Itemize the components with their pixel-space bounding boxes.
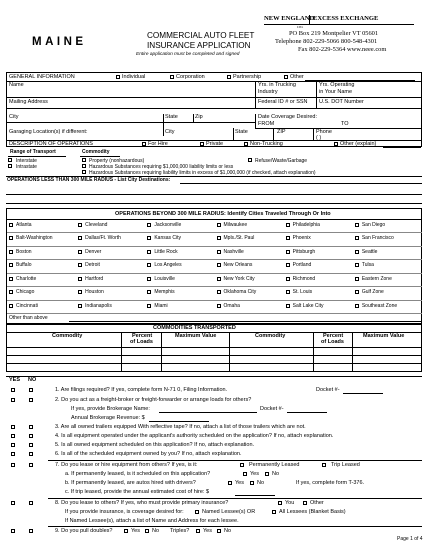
- logo-new-england: NEW ENGLAND: [264, 15, 315, 22]
- trip-leased-checkbox[interactable]: [322, 463, 326, 467]
- interstate-checkbox[interactable]: [8, 158, 12, 162]
- city-label: Louisville: [154, 275, 175, 282]
- zip-label: Zip: [195, 114, 203, 120]
- question-7-yes-checkbox[interactable]: [11, 463, 15, 467]
- state-label: State: [165, 114, 178, 120]
- question-2-yes-checkbox[interactable]: [11, 398, 15, 402]
- operations-heading: DESCRIPTION OF OPERATIONS: [9, 141, 93, 147]
- hazardous-1m-label: Hazardous Substances requiring $1,000,000 liability limits or less: [89, 163, 234, 170]
- q8-you-label: You: [285, 500, 295, 506]
- city-checkbox[interactable]: [355, 277, 359, 281]
- q7b-tail: If yes, complete form T-376.: [296, 480, 365, 486]
- q5-text: 5. Is all owned equipment scheduled on this application? If no, attach explanation.: [55, 442, 255, 448]
- city-label: Atlanta: [16, 221, 32, 228]
- col-percent-1b: of Loads: [130, 339, 153, 345]
- triples-yes-checkbox[interactable]: [196, 529, 200, 533]
- q8b-text: If Named Lessee(s), attach a list of Name and Address for each lessee.: [65, 518, 239, 524]
- city-checkbox[interactable]: [355, 304, 359, 308]
- city-label: Eastern Zone: [361, 275, 392, 282]
- other-explain-label: Other (explain): [340, 141, 377, 147]
- company-telephone: Telephone 802-229-5066 800-548-4301: [275, 38, 378, 45]
- intrastate-checkbox[interactable]: [8, 164, 12, 168]
- city-checkbox[interactable]: [286, 263, 290, 267]
- city-checkbox[interactable]: [78, 304, 82, 308]
- question-6-yes-checkbox[interactable]: [11, 452, 15, 456]
- trip-leased-label: Trip Leased: [331, 462, 360, 468]
- city-label: Indianapolis: [85, 302, 112, 309]
- city-row-divider: [7, 300, 422, 301]
- garaging-state-label: State: [235, 129, 248, 135]
- q9-yes-label: Yes: [131, 528, 140, 534]
- logo-ltd: LTD.: [297, 24, 304, 29]
- page-number: Page 1 of 4: [397, 536, 423, 542]
- property-label: Property (nonhazardous): [89, 157, 145, 164]
- less-300-line-3[interactable]: [6, 203, 422, 204]
- question-2-no-checkbox[interactable]: [29, 398, 33, 402]
- city-label: Buffalo: [16, 262, 32, 268]
- general-heading: GENERAL INFORMATION: [9, 74, 75, 80]
- col-percent-2b: of Loads: [321, 339, 344, 345]
- city-checkbox[interactable]: [147, 250, 151, 254]
- city-checkbox[interactable]: [286, 304, 290, 308]
- city-label: Little Rock: [154, 248, 178, 255]
- city-label: St. Louis: [292, 289, 313, 295]
- other-than-above-line[interactable]: [69, 321, 421, 322]
- city-checkbox[interactable]: [9, 290, 13, 294]
- city-label: San Francisco: [361, 235, 394, 241]
- city-label: Phoenix: [292, 235, 311, 241]
- city-checkbox[interactable]: [286, 223, 290, 227]
- garaging-label: Garaging Location(s) if different:: [9, 129, 88, 135]
- question-8-no-checkbox[interactable]: [29, 501, 33, 505]
- individual-label: Individual: [122, 74, 146, 80]
- beyond-300-label: OPERATIONS BEYOND 300 MILE RADIUS: Identify Cities Traveled Through Or Into: [115, 211, 331, 217]
- city-label: Cleveland: [85, 221, 108, 228]
- question-5-no-checkbox[interactable]: [29, 443, 33, 447]
- commodity-label: Commodity: [82, 149, 110, 155]
- less-300-label: OPERATIONS LESS THAN 300 MILE RADIUS - List City Destinations:: [7, 176, 171, 183]
- no-header: NO: [28, 377, 37, 383]
- coverage-from-label: FROM: [258, 121, 275, 127]
- question-4-no-checkbox[interactable]: [29, 434, 33, 438]
- city-checkbox[interactable]: [355, 263, 359, 267]
- question-9-no-checkbox[interactable]: [29, 529, 33, 533]
- name-label: Name: [9, 82, 24, 88]
- mailing-address-label: Mailing Address: [9, 99, 48, 105]
- city-checkbox[interactable]: [78, 236, 82, 240]
- individual-checkbox[interactable]: [116, 75, 120, 79]
- yrs-trucking-label-1: Yrs. in Trucking: [258, 82, 296, 88]
- city-row-divider: [7, 232, 422, 233]
- city-checkbox[interactable]: [9, 263, 13, 267]
- named-lessee-label: Named Lessee(s) OR: [202, 509, 256, 515]
- city-label: Southeast Zone: [361, 302, 398, 309]
- city-label: Memphis: [154, 289, 175, 295]
- yrs-operating-label-1: Yrs. Operating: [319, 82, 355, 88]
- city-checkbox[interactable]: [286, 277, 290, 281]
- q7b-yes-label: Yes: [235, 480, 244, 486]
- city-checkbox[interactable]: [217, 223, 221, 227]
- city-checkbox[interactable]: [286, 236, 290, 240]
- hazardous-1m-checkbox[interactable]: [82, 164, 86, 168]
- city-checkbox[interactable]: [78, 290, 82, 294]
- city-checkbox[interactable]: [147, 304, 151, 308]
- city-label: Miami: [154, 302, 168, 309]
- col-percent-2a: Percent: [323, 333, 344, 339]
- q2b-line[interactable]: [149, 421, 209, 422]
- city-label: Pittsburgh: [292, 248, 316, 255]
- question-1-yes-checkbox[interactable]: [11, 388, 15, 392]
- q7a-no-label: No: [272, 471, 280, 477]
- logo-underline: [264, 24, 414, 25]
- q6-text: 6. Is all of the scheduled equipment owned by you? If no, attach explanation.: [55, 451, 242, 457]
- city-row-divider: [7, 273, 422, 274]
- city-checkbox[interactable]: [355, 290, 359, 294]
- company-logo: [264, 13, 414, 29]
- usdot-label: U.S. DOT Number: [319, 99, 364, 105]
- city-label: Chicago: [16, 289, 35, 295]
- city-label: Hartford: [85, 275, 104, 282]
- col-max-1: Maximum Value: [175, 333, 217, 339]
- city-checkbox[interactable]: [217, 277, 221, 281]
- corporation-label: Corporation: [176, 74, 205, 80]
- triples-no-checkbox[interactable]: [217, 529, 221, 533]
- q1-docket-label: Docket #-: [316, 387, 340, 393]
- all-lessees-label: All Lessees (Blanket Basis): [279, 509, 346, 515]
- city-checkbox[interactable]: [78, 263, 82, 267]
- city-checkbox[interactable]: [147, 290, 151, 294]
- q2-docket-line[interactable]: [287, 412, 327, 413]
- city-checkbox[interactable]: [217, 263, 221, 267]
- garaging-city-label: City: [165, 129, 175, 135]
- col-commodity-1: Commodity: [52, 333, 83, 339]
- question-3-yes-checkbox[interactable]: [11, 425, 15, 429]
- city-label: Seattle: [361, 248, 378, 255]
- city-row-divider: [7, 313, 422, 314]
- q7a-yes-label: Yes: [250, 471, 259, 477]
- q8-other-checkbox[interactable]: [303, 501, 307, 505]
- triples-no-label: No: [224, 528, 232, 534]
- city-label: New York City: [223, 275, 255, 282]
- coverage-date-label: Date Coverage Desired:: [258, 114, 318, 120]
- company-address: PO Box 219 Montpelier VT 05601: [289, 30, 379, 37]
- general-information-section: [6, 72, 422, 147]
- q7c-text: c. If trip leased, provide the annual estimated cost of hire: $: [65, 489, 209, 495]
- city-grid: [7, 219, 422, 315]
- all-lessees-checkbox[interactable]: [272, 510, 276, 514]
- city-label: Oklahoma City: [223, 289, 257, 295]
- triples-yes-label: Yes: [203, 528, 212, 534]
- corporation-checkbox[interactable]: [170, 75, 174, 79]
- q2a-text: If yes, provide Brokerage Name:: [71, 406, 150, 412]
- city-label: Mpls./St. Paul: [223, 235, 255, 241]
- q8-other-label: Other: [310, 500, 324, 506]
- state-name: MAINE: [32, 36, 87, 48]
- col-commodity-2: Commodity: [255, 333, 286, 339]
- question-5-yes-checkbox[interactable]: [11, 443, 15, 447]
- coverage-to-label: TO: [341, 121, 349, 127]
- city-label: Detroit: [85, 262, 100, 268]
- form-subtitle: Entire application must be completed and signed: [136, 52, 240, 57]
- interstate-label: Interstate: [16, 157, 37, 164]
- hazardous-excess-label: Hazardous Substances requiring liability limits in excess of $1,000,000 (if checked, attach explanation): [89, 169, 316, 176]
- city-label: Richmond: [292, 275, 316, 282]
- city-row-divider: [7, 286, 422, 287]
- named-lessee-checkbox[interactable]: [195, 510, 199, 514]
- question-7-no-checkbox[interactable]: [29, 463, 33, 467]
- q7b-no-checkbox[interactable]: [250, 481, 254, 485]
- yrs-operating-label-2: in Your Name: [319, 89, 353, 95]
- question-6-no-checkbox[interactable]: [29, 452, 33, 456]
- q4-text: 4. Is all equipment operated under the applicant's authority scheduled on the application? If no, attach explanation.: [55, 433, 334, 439]
- city-label: Salt Lake City: [292, 302, 324, 309]
- city-checkbox[interactable]: [147, 223, 151, 227]
- city-checkbox[interactable]: [286, 250, 290, 254]
- city-label: Milwaukee: [223, 221, 248, 228]
- city-label: San Diego: [361, 221, 386, 228]
- q8-you-checkbox[interactable]: [278, 501, 282, 505]
- city-label: Omaha: [223, 302, 240, 309]
- other-entity-checkbox[interactable]: [284, 75, 288, 79]
- city-checkbox[interactable]: [286, 290, 290, 294]
- perm-leased-checkbox[interactable]: [240, 463, 244, 467]
- city-checkbox[interactable]: [9, 223, 13, 227]
- q9-yes-checkbox[interactable]: [124, 529, 128, 533]
- city-checkbox[interactable]: [9, 277, 13, 281]
- city-row-divider: [7, 246, 422, 247]
- city-label: Dallas/Ft. Worth: [85, 235, 121, 241]
- yrs-trucking-label-2: Industry: [258, 89, 278, 95]
- other-than-above-label: Other than above: [9, 315, 48, 321]
- triples-label: Triples?: [170, 528, 190, 534]
- q7a-text: a. If permanently leased, is it scheduled on this application?: [65, 471, 211, 477]
- less-300-line-2[interactable]: [6, 194, 422, 195]
- phone-paren: ( ): [316, 135, 322, 141]
- city-checkbox[interactable]: [355, 223, 359, 227]
- q7c-line[interactable]: [235, 495, 275, 496]
- city-label: Denver: [85, 248, 102, 255]
- city-row-divider: [7, 259, 422, 260]
- q7b-no-label: No: [257, 480, 265, 486]
- city-checkbox[interactable]: [147, 277, 151, 281]
- city-checkbox[interactable]: [147, 236, 151, 240]
- city-checkbox[interactable]: [78, 277, 82, 281]
- city-label: Kansas City: [154, 235, 182, 241]
- question-9-yes-checkbox[interactable]: [11, 529, 15, 533]
- q9-text: 9. Do you pull doubles?: [55, 528, 113, 534]
- city-label: Nashville: [223, 248, 244, 255]
- q2b-text: Annual Brokerage Revenue: $: [71, 415, 145, 421]
- q7a-no-checkbox[interactable]: [265, 472, 269, 476]
- city-label: Jacksonville: [154, 221, 182, 228]
- city-checkbox[interactable]: [78, 250, 82, 254]
- for-hire-checkbox[interactable]: [142, 142, 146, 146]
- q9-no-label: No: [152, 528, 160, 534]
- city-label: Gulf Zone: [361, 289, 384, 295]
- city-label: Charlotte: [16, 275, 37, 282]
- q7b-yes-checkbox[interactable]: [228, 481, 232, 485]
- q1-text: 1. Are filings required? If yes, complete form N-71 0, Filing Information.: [55, 387, 228, 393]
- city-checkbox[interactable]: [9, 304, 13, 308]
- commodities-section: [6, 324, 422, 372]
- col-percent-1a: Percent: [132, 333, 153, 339]
- city-label: Houston: [85, 289, 104, 295]
- question-3-no-checkbox[interactable]: [29, 425, 33, 429]
- form-title-line1: COMMERCIAL AUTO FLEET: [147, 31, 255, 40]
- city-checkbox[interactable]: [78, 223, 82, 227]
- form-title-line2: INSURANCE APPLICATION: [147, 41, 251, 50]
- refuse-checkbox[interactable]: [248, 158, 252, 162]
- city-checkbox[interactable]: [9, 236, 13, 240]
- phone-label: Phone: [316, 129, 332, 135]
- private-label: Private: [206, 141, 224, 147]
- city-label: City: [9, 114, 19, 120]
- city-label: Philadelphia: [292, 221, 320, 228]
- city-checkbox[interactable]: [217, 304, 221, 308]
- other-explain-checkbox[interactable]: [334, 142, 338, 146]
- q1-docket-line[interactable]: [343, 393, 383, 394]
- garaging-zip-label: ZIP: [277, 129, 286, 135]
- city-checkbox[interactable]: [217, 236, 221, 240]
- city-checkbox[interactable]: [355, 236, 359, 240]
- city-label: Boston: [16, 248, 32, 255]
- col-max-2: Maximum Value: [363, 333, 405, 339]
- city-checkbox[interactable]: [355, 250, 359, 254]
- city-label: Balt-Washington: [16, 235, 53, 241]
- other-entity-label: Other: [290, 74, 304, 80]
- city-checkbox[interactable]: [9, 250, 13, 254]
- q7b-text: b. If permanently leased, are autos hired with drivers?: [65, 480, 196, 486]
- yes-header: YES: [9, 377, 21, 383]
- perm-leased-label: Permanently Leased: [249, 462, 300, 468]
- range-transport-label: Range of Transport: [10, 149, 56, 155]
- logo-excess-exchange: EXCESS EXCHANGE: [313, 15, 379, 22]
- commodities-heading: COMMODITIES TRANSPORTED: [153, 325, 236, 331]
- partnership-label: Partnership: [233, 74, 262, 80]
- question-1-no-checkbox[interactable]: [29, 388, 33, 392]
- city-label: Portland: [292, 262, 312, 268]
- non-trucking-label: Non-Trucking: [250, 141, 283, 147]
- city-label: Tulsa: [361, 262, 374, 268]
- q9-no-checkbox[interactable]: [145, 529, 149, 533]
- for-hire-label: For Hire: [148, 141, 168, 147]
- private-checkbox[interactable]: [200, 142, 204, 146]
- question-8-yes-checkbox[interactable]: [11, 501, 15, 505]
- q3-text: 3. Are all owned trailers equipped With reflective tape? If no, attach a list of those trailers which are not.: [55, 424, 306, 430]
- logo-divider-icon: [309, 15, 310, 24]
- property-checkbox[interactable]: [82, 158, 86, 162]
- q2-text: 2. Do you act as a freight-broker or freight-forwarder or arrange loads for others?: [55, 397, 252, 403]
- city-checkbox[interactable]: [217, 250, 221, 254]
- q8a-text: If you provide insurance, is coverage desired for:: [65, 509, 184, 515]
- federal-id-label: Federal ID # or SSN: [258, 99, 308, 105]
- non-trucking-checkbox[interactable]: [244, 142, 248, 146]
- q2a-line[interactable]: [159, 412, 257, 413]
- city-checkbox[interactable]: [147, 263, 151, 267]
- city-label: Los Angeles: [154, 262, 182, 268]
- less-300-line-1[interactable]: [180, 183, 422, 184]
- q7a-yes-checkbox[interactable]: [243, 472, 247, 476]
- q2-docket-label: Docket #-: [260, 406, 284, 412]
- hazardous-excess-checkbox[interactable]: [82, 170, 86, 174]
- company-fax: Fax 802-229-5364 www.neee.com: [298, 46, 387, 53]
- partnership-checkbox[interactable]: [227, 75, 231, 79]
- beyond-300-section: [6, 208, 422, 324]
- refuse-label: Refuse/Waste/Garbage: [255, 157, 308, 164]
- question-4-yes-checkbox[interactable]: [11, 434, 15, 438]
- other-explain-line[interactable]: [383, 147, 421, 148]
- city-label: Cincinnati: [16, 302, 38, 309]
- q7-text: 7. Do you lease or hire equipment from others? If yes, is it:: [55, 462, 198, 468]
- city-label: New Orleans: [223, 262, 253, 268]
- intrastate-label: Intrastate: [16, 163, 37, 170]
- city-checkbox[interactable]: [217, 290, 221, 294]
- q8-text: 8. Do you lease to others? If yes, who must provide primary insurance?: [55, 500, 229, 506]
